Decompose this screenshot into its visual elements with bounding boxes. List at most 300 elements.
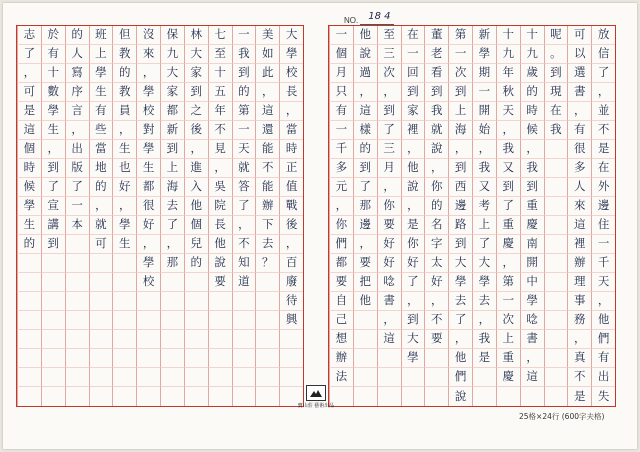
right-grid-cell — [377, 387, 401, 406]
left-grid-cell — [255, 45, 279, 64]
right-handwritten-char: 學 — [478, 274, 491, 289]
left-grid-cell — [41, 178, 65, 197]
right-handwritten-char: 重 — [502, 350, 514, 365]
left-grid-cell — [255, 140, 279, 159]
right-grid-cell — [424, 159, 448, 178]
right-manuscript-page — [328, 25, 616, 407]
left-handwritten-char: 本 — [71, 217, 83, 232]
right-grid-cell — [377, 178, 401, 197]
left-grid-cell — [208, 387, 232, 406]
left-grid-cell — [136, 102, 160, 121]
right-grid-cell — [544, 121, 568, 140]
left-grid-cell — [41, 83, 65, 102]
left-grid-cell — [89, 216, 113, 235]
right-handwritten-char: 說 — [431, 141, 443, 156]
right-grid-cell — [401, 178, 425, 197]
left-grid-cell — [17, 121, 41, 140]
right-handwritten-char: 是 — [478, 350, 491, 365]
right-grid-cell — [329, 311, 353, 330]
left-handwritten-char: 校 — [142, 274, 155, 289]
left-handwritten-char: ， — [95, 198, 107, 213]
left-handwritten-char: 道 — [238, 274, 250, 289]
right-grid-cell — [353, 292, 377, 311]
right-handwritten-char: ， — [502, 255, 514, 270]
left-grid-cell — [279, 273, 303, 292]
right-handwritten-char: 了 — [359, 179, 371, 194]
right-grid-cell — [472, 368, 496, 387]
right-handwritten-char: 們 — [454, 369, 467, 384]
right-handwritten-char: 書 — [383, 293, 395, 308]
left-grid-cell — [17, 45, 41, 64]
left-grid-cell — [17, 26, 41, 45]
right-handwritten-char: 。 — [550, 46, 562, 61]
right-grid-cell — [448, 159, 472, 178]
left-handwritten-char: ， — [47, 141, 59, 156]
left-grid-cell — [136, 349, 160, 368]
left-handwritten-char: 也 — [119, 160, 131, 175]
right-grid-cell — [353, 197, 377, 216]
right-handwritten-char: 的 — [359, 141, 371, 156]
right-handwritten-char: ， — [383, 84, 395, 99]
right-handwritten-char: 天 — [502, 103, 514, 118]
right-grid-cell — [448, 102, 472, 121]
right-handwritten-char: 很 — [574, 141, 586, 156]
right-grid-cell — [401, 273, 425, 292]
paper-spec-label: 25格×24行 (600字夫格) — [519, 412, 605, 421]
left-grid-cell — [65, 102, 89, 121]
right-grid-cell — [520, 349, 544, 368]
right-handwritten-char: 又 — [478, 179, 491, 194]
left-grid-cell — [232, 140, 256, 159]
left-handwritten-char: ， — [285, 236, 298, 251]
left-handwritten-char: 兒 — [190, 236, 202, 251]
right-handwritten-char: 學 — [407, 350, 419, 365]
right-grid-cell — [353, 235, 377, 254]
right-grid-cell — [591, 292, 615, 311]
right-grid-cell — [377, 45, 401, 64]
right-grid-cell — [591, 216, 615, 235]
left-grid-cell — [89, 273, 113, 292]
left-handwritten-char: 學 — [47, 103, 59, 118]
right-grid-cell — [496, 197, 520, 216]
right-grid-cell — [448, 45, 472, 64]
right-handwritten-char: 學 — [478, 46, 491, 61]
left-grid-cell — [89, 254, 113, 273]
left-grid-cell — [17, 254, 41, 273]
right-handwritten-char: 好 — [431, 274, 443, 289]
right-grid-cell — [353, 368, 377, 387]
left-handwritten-char: 林 — [190, 27, 202, 42]
right-handwritten-char: 一 — [454, 46, 467, 61]
left-handwritten-char: 天 — [238, 141, 250, 156]
left-handwritten-char: 校 — [142, 103, 155, 118]
left-handwritten-char: 不 — [238, 236, 250, 251]
left-grid-cell — [255, 197, 279, 216]
right-handwritten-char: 辦 — [574, 255, 586, 270]
left-grid-cell — [41, 330, 65, 349]
left-grid-cell — [232, 387, 256, 406]
right-handwritten-char: 這 — [383, 331, 395, 346]
left-handwritten-char: 生 — [142, 160, 155, 175]
page-number — [344, 11, 394, 25]
left-grid-cell — [112, 140, 136, 159]
right-handwritten-char: 慶 — [502, 369, 514, 384]
left-grid-cell — [184, 159, 208, 178]
left-grid-cell — [41, 349, 65, 368]
left-handwritten-char: 一 — [238, 27, 250, 42]
left-handwritten-char: 宣 — [47, 198, 59, 213]
right-handwritten-char: 要 — [431, 331, 443, 346]
right-grid-cell — [424, 292, 448, 311]
right-handwritten-char: 呢 — [550, 27, 562, 42]
left-handwritten-char: 當 — [285, 122, 298, 137]
right-grid-cell — [448, 64, 472, 83]
left-handwritten-char: 可 — [95, 236, 107, 251]
left-grid-cell — [184, 140, 208, 159]
right-grid-cell — [448, 121, 472, 140]
right-grid-cell — [353, 330, 377, 349]
right-handwritten-char: 又 — [502, 160, 514, 175]
left-grid-cell — [41, 45, 65, 64]
right-handwritten-char: 學 — [526, 293, 538, 308]
left-handwritten-char: 生 — [95, 84, 107, 99]
right-handwritten-char: 有 — [597, 350, 610, 365]
left-grid-cell — [89, 45, 113, 64]
left-grid-cell — [41, 273, 65, 292]
left-grid-cell — [208, 159, 232, 178]
left-grid-cell — [112, 159, 136, 178]
left-grid-cell — [17, 197, 41, 216]
left-grid-cell — [232, 178, 256, 197]
left-handwritten-char: 不 — [214, 122, 226, 137]
left-handwritten-char: 年 — [214, 103, 226, 118]
left-handwritten-char: 答 — [238, 179, 250, 194]
right-grid-cell — [472, 140, 496, 159]
right-grid-cell — [520, 311, 544, 330]
left-grid-cell — [65, 311, 89, 330]
right-handwritten-char: 可 — [574, 27, 586, 42]
left-handwritten-char: 學 — [119, 217, 131, 232]
left-grid-cell — [184, 273, 208, 292]
left-grid-cell — [89, 140, 113, 159]
right-grid-cell — [520, 235, 544, 254]
left-grid-cell — [65, 121, 89, 140]
right-grid-cell — [353, 64, 377, 83]
right-grid-cell — [329, 121, 353, 140]
left-handwritten-char: 沒 — [142, 27, 155, 42]
right-handwritten-char: 裡 — [407, 122, 419, 137]
right-handwritten-char: 的 — [431, 198, 443, 213]
left-grid-cell — [232, 254, 256, 273]
right-grid-cell — [591, 26, 615, 45]
left-handwritten-char: 家 — [190, 65, 202, 80]
right-grid-cell — [424, 330, 448, 349]
right-handwritten-char: 我 — [478, 160, 491, 175]
right-grid-cell — [401, 349, 425, 368]
left-grid-cell — [89, 159, 113, 178]
right-grid-cell — [591, 140, 615, 159]
left-handwritten-char: 序 — [71, 84, 83, 99]
left-handwritten-char: 此 — [262, 65, 274, 80]
right-handwritten-char: 海 — [454, 122, 467, 137]
left-handwritten-char: 一 — [238, 122, 250, 137]
left-grid-cell — [112, 45, 136, 64]
right-grid-cell — [567, 216, 591, 235]
right-grid-cell — [353, 83, 377, 102]
right-handwritten-char: 們 — [335, 236, 348, 251]
right-grid-cell — [591, 349, 615, 368]
right-grid-cell — [520, 330, 544, 349]
right-handwritten-char: 秋 — [502, 84, 514, 99]
left-grid-cell — [160, 292, 184, 311]
right-handwritten-char: 第 — [502, 274, 514, 289]
left-handwritten-char: 下 — [262, 217, 274, 232]
left-handwritten-char: 還 — [262, 122, 274, 137]
left-grid-cell — [232, 26, 256, 45]
left-handwritten-char: 個 — [190, 217, 202, 232]
left-grid-cell — [232, 121, 256, 140]
left-handwritten-char: 大 — [166, 65, 179, 80]
left-grid-cell — [136, 311, 160, 330]
left-grid-cell — [89, 64, 113, 83]
left-grid-cell — [160, 159, 184, 178]
right-handwritten-char: 是 — [574, 388, 586, 403]
right-handwritten-char: ， — [407, 198, 419, 213]
left-handwritten-char: ？ — [262, 255, 274, 270]
left-handwritten-char: 是 — [23, 103, 36, 118]
right-grid-cell — [472, 387, 496, 406]
left-grid-cell — [17, 292, 41, 311]
right-handwritten-char: 邊 — [597, 198, 610, 213]
right-handwritten-char: ， — [335, 198, 348, 213]
left-handwritten-char: 來 — [142, 46, 155, 61]
left-handwritten-char: ， — [214, 160, 226, 175]
left-grid-cell — [255, 178, 279, 197]
left-grid-cell — [17, 235, 41, 254]
right-grid-cell — [401, 159, 425, 178]
right-grid-cell — [424, 140, 448, 159]
right-grid-cell — [424, 273, 448, 292]
right-grid-cell — [401, 216, 425, 235]
left-handwritten-char: ， — [119, 122, 131, 137]
right-grid-cell — [591, 368, 615, 387]
right-handwritten-char: 新 — [478, 27, 491, 42]
right-handwritten-char: 他 — [407, 160, 419, 175]
right-grid-cell — [496, 26, 520, 45]
left-grid-cell — [65, 216, 89, 235]
left-handwritten-char: 一 — [71, 198, 83, 213]
left-grid-cell — [232, 83, 256, 102]
right-grid-cell — [496, 387, 520, 406]
left-handwritten-char: 九 — [166, 46, 179, 61]
right-grid-cell — [544, 387, 568, 406]
right-grid-cell — [424, 235, 448, 254]
left-grid-cell — [208, 254, 232, 273]
left-handwritten-char: ， — [190, 141, 202, 156]
publisher-stamp — [297, 385, 335, 409]
right-grid-cell — [496, 216, 520, 235]
right-grid-cell — [567, 121, 591, 140]
right-handwritten-char: 自 — [335, 293, 348, 308]
right-handwritten-char: 不 — [431, 312, 443, 327]
right-handwritten-char: 名 — [431, 217, 443, 232]
left-grid-cell — [112, 121, 136, 140]
right-grid-cell — [448, 387, 472, 406]
left-grid-cell — [160, 216, 184, 235]
right-grid-cell — [567, 64, 591, 83]
left-handwritten-char: ， — [23, 65, 36, 80]
left-grid-cell — [279, 216, 303, 235]
left-grid-cell — [232, 102, 256, 121]
right-handwritten-char: 我 — [526, 160, 538, 175]
right-grid-cell — [567, 102, 591, 121]
right-handwritten-char: 外 — [597, 179, 610, 194]
left-grid-cell — [232, 159, 256, 178]
right-grid-cell — [353, 273, 377, 292]
right-handwritten-char: 大 — [454, 255, 467, 270]
left-grid-cell — [160, 349, 184, 368]
left-grid-cell — [89, 387, 113, 406]
left-grid-cell — [208, 368, 232, 387]
right-grid-cell — [448, 330, 472, 349]
right-handwritten-char: 重 — [502, 217, 514, 232]
right-grid-cell — [377, 121, 401, 140]
left-grid-cell — [208, 216, 232, 235]
right-handwritten-char: ， — [478, 141, 491, 156]
right-grid-cell — [377, 197, 401, 216]
left-handwritten-char: ， — [262, 84, 274, 99]
right-grid-cell — [567, 83, 591, 102]
left-handwritten-char: 的 — [95, 179, 107, 194]
right-handwritten-char: 學 — [454, 274, 467, 289]
left-handwritten-char: 五 — [214, 84, 226, 99]
right-handwritten-char: ， — [407, 293, 419, 308]
right-grid-cell — [472, 178, 496, 197]
right-grid-cell — [448, 273, 472, 292]
left-grid-cell — [232, 311, 256, 330]
left-grid-cell — [112, 387, 136, 406]
right-grid-cell — [448, 292, 472, 311]
right-grid-cell — [329, 368, 353, 387]
right-grid-cell — [329, 26, 353, 45]
right-handwritten-char: 始 — [478, 122, 491, 137]
right-grid-cell — [591, 273, 615, 292]
left-grid-cell — [41, 121, 65, 140]
right-handwritten-char: 董 — [431, 27, 443, 42]
right-handwritten-char: 你 — [335, 217, 348, 232]
left-grid-cell — [184, 292, 208, 311]
right-handwritten-char: 到 — [550, 65, 562, 80]
right-grid-cell — [472, 292, 496, 311]
right-grid-cell — [377, 254, 401, 273]
right-grid-cell — [377, 330, 401, 349]
left-grid-cell — [17, 216, 41, 235]
right-handwritten-char: 年 — [502, 65, 514, 80]
right-handwritten-char: 開 — [526, 255, 538, 270]
left-grid-cell — [184, 45, 208, 64]
right-grid-cell — [496, 140, 520, 159]
left-grid-cell — [17, 140, 41, 159]
right-grid-cell — [520, 140, 544, 159]
left-grid-cell — [41, 197, 65, 216]
left-handwritten-char: 但 — [119, 27, 131, 42]
right-grid-cell — [377, 368, 401, 387]
right-handwritten-char: 說 — [407, 179, 419, 194]
right-grid-cell — [448, 26, 472, 45]
left-handwritten-char: ， — [119, 198, 131, 213]
right-grid-cell — [520, 273, 544, 292]
left-handwritten-char: 百 — [285, 255, 298, 270]
left-handwritten-char: 教 — [119, 84, 131, 99]
left-grid-cell — [184, 102, 208, 121]
left-handwritten-char: 上 — [166, 160, 179, 175]
left-handwritten-char: 生 — [23, 217, 36, 232]
right-grid-cell — [544, 140, 568, 159]
right-grid-cell — [520, 292, 544, 311]
left-grid-cell — [255, 83, 279, 102]
right-handwritten-char: ， — [597, 84, 610, 99]
right-grid-cell — [401, 368, 425, 387]
right-handwritten-char: 來 — [574, 198, 586, 213]
left-handwritten-char: 員 — [119, 103, 131, 118]
left-grid-cell — [65, 273, 89, 292]
right-handwritten-char: ， — [383, 312, 395, 327]
left-grid-cell — [255, 64, 279, 83]
left-handwritten-char: 知 — [238, 255, 250, 270]
left-handwritten-char: 能 — [262, 141, 274, 156]
right-handwritten-char: 中 — [526, 274, 538, 289]
right-grid-cell — [472, 64, 496, 83]
left-grid-cell — [89, 292, 113, 311]
left-grid-cell — [279, 349, 303, 368]
left-handwritten-char: ， — [71, 122, 83, 137]
left-handwritten-char: 校 — [285, 65, 298, 80]
right-grid-cell — [567, 26, 591, 45]
right-grid-cell — [544, 330, 568, 349]
right-grid-cell — [448, 197, 472, 216]
left-grid-cell — [136, 235, 160, 254]
left-grid-cell — [41, 368, 65, 387]
right-grid-cell — [520, 83, 544, 102]
right-grid-cell — [401, 140, 425, 159]
left-grid-cell — [112, 368, 136, 387]
right-handwritten-char: ， — [597, 293, 610, 308]
left-handwritten-char: ， — [142, 236, 155, 251]
left-grid-cell — [184, 254, 208, 273]
left-handwritten-char: 他 — [214, 236, 226, 251]
right-handwritten-char: 樣 — [359, 122, 371, 137]
right-handwritten-char: 是 — [407, 217, 419, 232]
right-handwritten-char: ， — [431, 293, 443, 308]
left-grid-cell — [279, 64, 303, 83]
right-handwritten-char: 期 — [478, 65, 491, 80]
left-manuscript-page — [16, 25, 304, 407]
right-handwritten-char: 務 — [574, 312, 586, 327]
left-grid-cell — [255, 102, 279, 121]
right-handwritten-char: 千 — [335, 141, 348, 156]
right-grid-cell — [329, 235, 353, 254]
left-grid-cell — [89, 235, 113, 254]
left-handwritten-char: 出 — [71, 141, 83, 156]
right-handwritten-char: 時 — [526, 103, 538, 118]
left-grid-cell — [160, 235, 184, 254]
right-handwritten-char: 月 — [383, 160, 395, 175]
right-handwritten-char: 家 — [407, 103, 419, 118]
left-grid-cell — [65, 235, 89, 254]
right-grid-cell — [377, 140, 401, 159]
right-handwritten-char: 他 — [359, 27, 371, 42]
left-handwritten-char: 保 — [166, 27, 179, 42]
